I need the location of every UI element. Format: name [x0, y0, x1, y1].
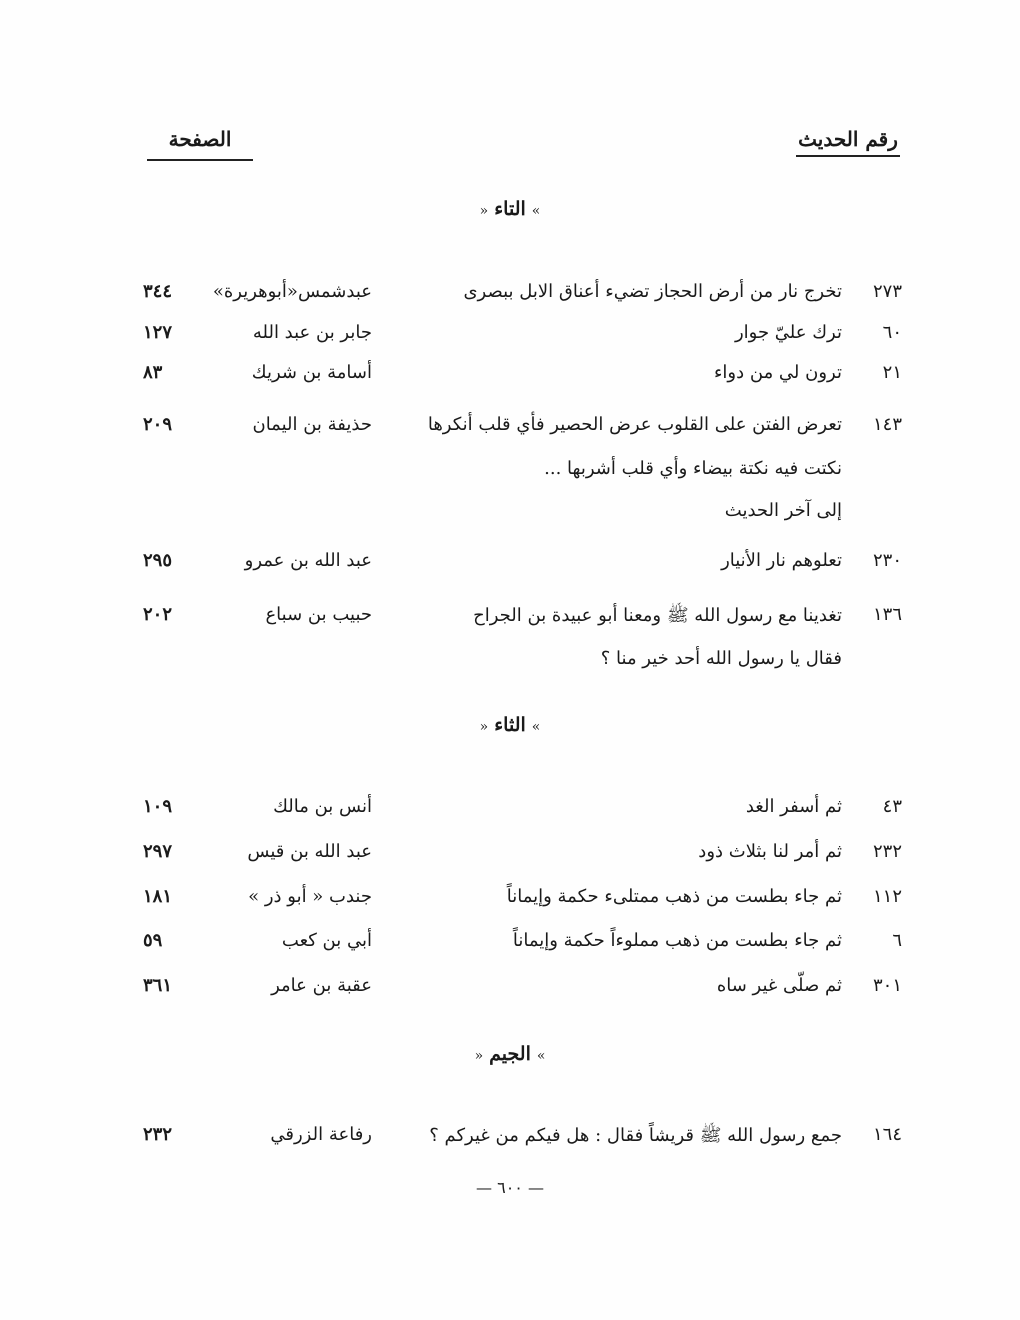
hadith-row — [0, 550, 1020, 590]
hadith-text: تخرج نار من أرض الحجاز تضيء أعناق الابل ببصرى — [463, 281, 842, 302]
narrator: عقبة بن عامر — [271, 975, 372, 996]
hadith-row — [0, 930, 1020, 970]
hadith-text: تعرض الفتن على القلوب عرض الحصير فأي قلب أنكرها — [427, 414, 842, 435]
section-heading-thaa: » الثاء « — [479, 714, 541, 736]
page-number: ٢٠٩ — [143, 414, 173, 435]
page-number: ٥٩ — [143, 930, 163, 951]
page-number: ١٨١ — [143, 886, 173, 907]
hadith-text: جمع رسول الله ﷺ قريشاً فقال : هل فيكم من غيركم ؟ — [429, 1125, 842, 1146]
section-title: الجيم — [489, 1043, 531, 1065]
hadith-number: ١٦٤ — [872, 1124, 902, 1145]
page-footer-number: — ٦٠٠ — — [476, 1178, 544, 1197]
page-number: ١٢٧ — [143, 322, 173, 343]
narrator: أسامة بن شريك — [251, 362, 372, 383]
page-number: ١٠٩ — [143, 796, 173, 817]
narrator: عبدشمس«أبوهريرة» — [212, 281, 372, 302]
hadith-text: ثم جاء بطست من ذهب مملوءاً حكمة وإيماناً — [512, 930, 842, 951]
hadith-number: ٢١ — [882, 362, 902, 383]
narrator: حذيفة بن اليمان — [252, 414, 372, 435]
page-number: ٢٣٢ — [143, 1124, 173, 1145]
page-number: ٣٦١ — [143, 975, 173, 996]
hadith-text: ترك عليّ جوار — [734, 322, 842, 343]
hadith-row — [0, 841, 1020, 881]
page-number: ٢٠٢ — [143, 604, 173, 625]
section-title: التاء — [494, 198, 526, 220]
hadith-number: ٢٣٢ — [872, 841, 902, 862]
hadith-row — [0, 1124, 1020, 1164]
hadith-number: ٢٣٠ — [872, 550, 902, 571]
page-number: ٢٩٥ — [143, 550, 173, 571]
hadith-text: تغدينا مع رسول الله ﷺ ومعنا أبو عبيدة بن الجراح — [473, 605, 842, 626]
hadith-number: ٦ — [892, 930, 902, 951]
hadith-text-continuation: نكتت فيه نكتة بيضاء وأي قلب أشربها ... — [544, 458, 842, 479]
hadith-row — [0, 796, 1020, 836]
hadith-text-continuation: إلى آخر الحديث — [724, 500, 842, 521]
section-heading-taa: » التاء « — [479, 198, 541, 220]
hadith-row — [0, 886, 1020, 926]
hadith-row — [0, 414, 1020, 454]
hadith-number: ٤٣ — [882, 796, 902, 817]
narrator: جندب « أبو ذر » — [248, 886, 372, 907]
hadith-number: ١١٢ — [872, 886, 902, 907]
section-heading-jeem: » الجيم « — [474, 1043, 546, 1065]
hadith-row — [0, 281, 1020, 321]
hadith-row — [0, 604, 1020, 644]
hadith-number: ٦٠ — [882, 322, 902, 343]
narrator: أبي بن كعب — [281, 930, 372, 951]
hadith-text: ثم أسفر الغد — [745, 796, 842, 817]
page-number: ٢٩٧ — [143, 841, 173, 862]
hadith-text: ثم أمر لنا بثلاث ذود — [698, 841, 842, 862]
narrator: حبيب بن سباع — [265, 604, 372, 625]
narrator: جابر بن عبد الله — [252, 322, 372, 343]
narrator: أنس بن مالك — [273, 796, 372, 817]
page-number: ٨٣ — [143, 362, 163, 383]
narrator: عبد الله بن قيس — [247, 841, 372, 862]
hadith-number: ١٤٣ — [872, 414, 902, 435]
hadith-row — [0, 975, 1020, 1015]
hadith-number: ١٣٦ — [872, 604, 902, 625]
section-title: الثاء — [494, 714, 526, 736]
narrator: رفاعة الزرقي — [270, 1124, 372, 1145]
hadith-number: ٢٧٣ — [872, 281, 902, 302]
hadith-number: ٣٠١ — [872, 975, 902, 996]
page-column-heading: الصفحة — [147, 125, 253, 161]
hadith-text-continuation: فقال يا رسول الله أحد خير منا ؟ — [600, 648, 842, 669]
page-number: ٣٤٤ — [143, 281, 173, 302]
hadith-row — [0, 322, 1020, 362]
hadith-text: تعلوهم نار الأنيار — [721, 550, 842, 571]
hadith-text: ثم جاء بطست من ذهب ممتلىء حكمة وإيماناً — [506, 886, 842, 907]
narrator: عبد الله بن عمرو — [244, 550, 372, 571]
hadith-number-column-heading: رقم الحديث — [796, 125, 900, 157]
hadith-text: ثم صلّى غير ساه — [716, 975, 842, 996]
hadith-row — [0, 362, 1020, 402]
hadith-text: ترون لي من دواء — [713, 362, 842, 383]
